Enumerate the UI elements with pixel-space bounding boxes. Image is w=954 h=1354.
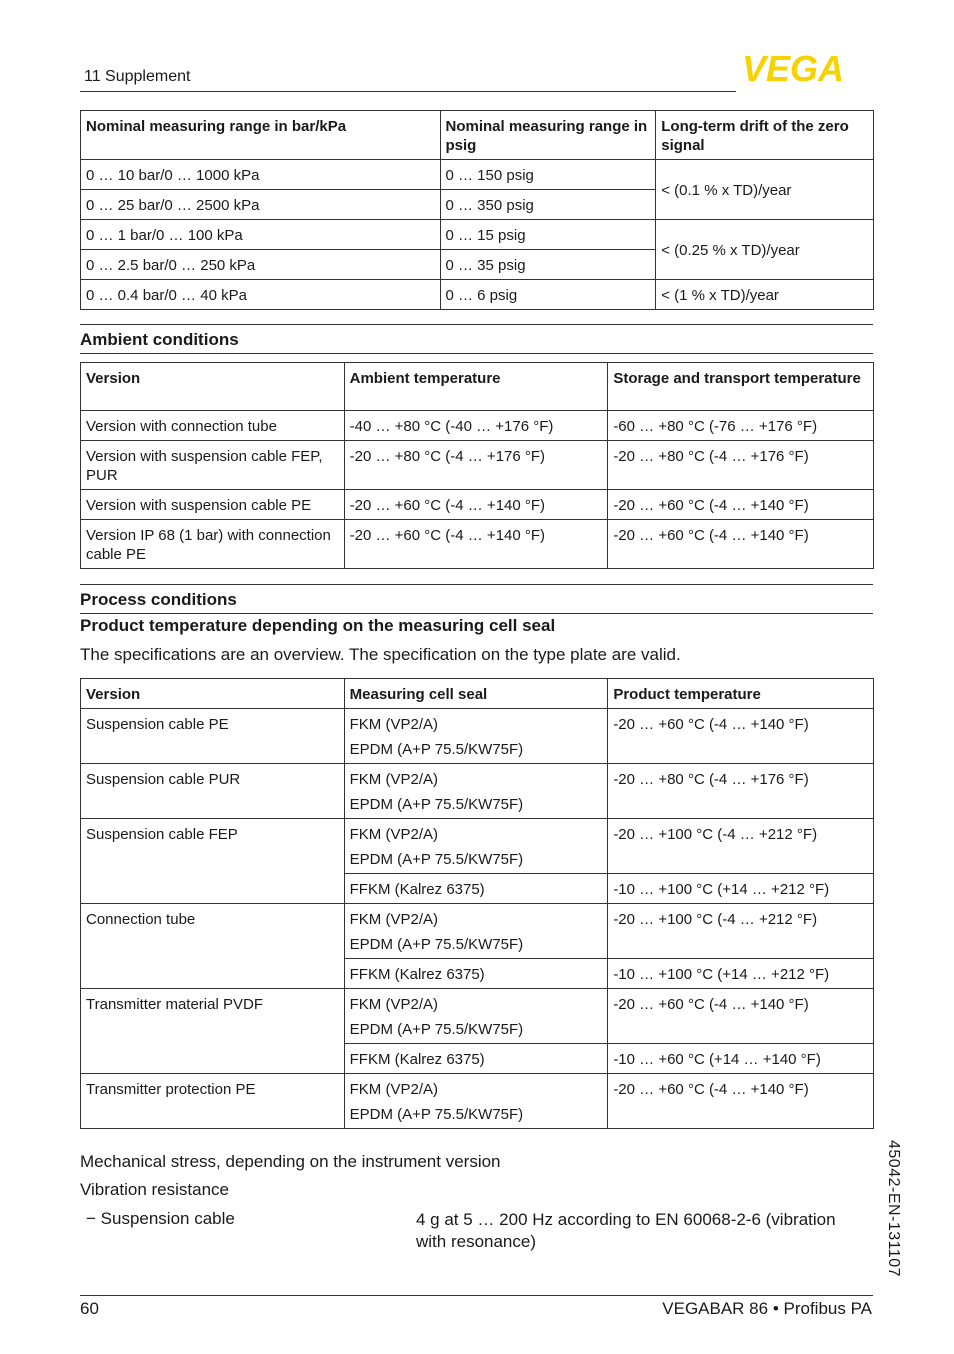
seal-epdm: EPDM (A+P 75.5/KW75F) [349, 796, 524, 813]
table-cell: -40 … +80 °C (-40 … +176 °F) [344, 411, 608, 441]
seal-fkm: FKM (VP2/A) [349, 911, 438, 928]
table-cell: Suspension cable PUR [81, 764, 345, 819]
drift-header-drift: Long-term drift of the zero signal [656, 111, 874, 160]
table-cell [344, 904, 608, 959]
table-cell: -10 … +60 °C (+14 … +140 °F) [608, 1044, 874, 1074]
drift-table [80, 110, 874, 310]
ambient-title: Ambient conditions [80, 324, 873, 354]
table-cell [344, 819, 608, 874]
table-cell: -10 … +100 °C (+14 … +212 °F) [608, 959, 874, 989]
table-cell: < (1 % x TD)/year [656, 280, 874, 310]
table-cell: Version with suspension cable FEP, PUR [81, 441, 345, 490]
seal-epdm: EPDM (A+P 75.5/KW75F) [349, 936, 524, 953]
process-note: The specifications are an overview. The specification on the type plate are valid. [80, 645, 681, 664]
table-cell: -20 … +100 °C (-4 … +212 °F) [608, 904, 874, 959]
suspension-cable-label: − Suspension cable [86, 1209, 235, 1228]
table-cell: 0 … 15 psig [440, 220, 656, 250]
table-cell [344, 764, 608, 819]
table-cell: 0 … 2.5 bar/0 … 250 kPa [81, 250, 441, 280]
table-cell [344, 1074, 608, 1129]
table-cell: -20 … +80 °C (-4 … +176 °F) [608, 764, 874, 819]
table-cell: Version with suspension cable PE [81, 490, 345, 520]
table-cell: Transmitter material PVDF [81, 989, 345, 1074]
table-cell: 0 … 150 psig [440, 160, 656, 190]
table-cell: 0 … 35 psig [440, 250, 656, 280]
table-cell: 0 … 350 psig [440, 190, 656, 220]
mechanical-intro: Mechanical stress, depending on the instrument version [80, 1152, 501, 1171]
table-cell: Transmitter protection PE [81, 1074, 345, 1129]
seal-fkm: FKM (VP2/A) [349, 716, 438, 733]
table-cell: -20 … +80 °C (-4 … +176 °F) [344, 441, 608, 490]
product-name: VEGABAR 86 • Profibus PA [662, 1299, 872, 1318]
logo-text: VEGA [742, 52, 845, 84]
table-cell: -10 … +100 °C (+14 … +212 °F) [608, 874, 874, 904]
page-number: 60 [80, 1299, 99, 1318]
table-cell: Suspension cable FEP [81, 819, 345, 904]
table-cell: -20 … +60 °C (-4 … +140 °F) [608, 709, 874, 764]
ambient-header-ambient: Ambient temperature [344, 363, 608, 411]
table-cell: FFKM (Kalrez 6375) [344, 959, 608, 989]
table-cell: -60 … +80 °C (-76 … +176 °F) [608, 411, 874, 441]
seal-fkm: FKM (VP2/A) [349, 826, 438, 843]
process-header-temp: Product temperature [608, 679, 874, 709]
table-cell: < (0.1 % x TD)/year [656, 160, 874, 220]
table-cell: Connection tube [81, 904, 345, 989]
table-cell: -20 … +60 °C (-4 … +140 °F) [344, 520, 608, 569]
ambient-table [80, 362, 874, 569]
table-cell: Suspension cable PE [81, 709, 345, 764]
table-cell [344, 989, 608, 1044]
process-header-version: Version [81, 679, 345, 709]
seal-fkm: FKM (VP2/A) [349, 996, 438, 1013]
header-rule [80, 91, 736, 92]
table-cell: -20 … +60 °C (-4 … +140 °F) [608, 520, 874, 569]
table-cell: 0 … 0.4 bar/0 … 40 kPa [81, 280, 441, 310]
seal-epdm: EPDM (A+P 75.5/KW75F) [349, 851, 524, 868]
seal-epdm: EPDM (A+P 75.5/KW75F) [349, 1106, 524, 1123]
seal-epdm: EPDM (A+P 75.5/KW75F) [349, 1021, 524, 1038]
seal-fkm: FKM (VP2/A) [349, 771, 438, 788]
table-cell: 0 … 10 bar/0 … 1000 kPa [81, 160, 441, 190]
table-cell: < (0.25 % x TD)/year [656, 220, 874, 280]
vibration-label: Vibration resistance [80, 1180, 229, 1199]
table-cell: FFKM (Kalrez 6375) [344, 1044, 608, 1074]
table-cell: -20 … +60 °C (-4 … +140 °F) [608, 1074, 874, 1129]
table-cell: Version with connection tube [81, 411, 345, 441]
table-cell: -20 … +100 °C (-4 … +212 °F) [608, 819, 874, 874]
seal-epdm: EPDM (A+P 75.5/KW75F) [349, 741, 524, 758]
table-cell: -20 … +60 °C (-4 … +140 °F) [608, 989, 874, 1044]
vega-logo [740, 52, 872, 84]
table-cell: FFKM (Kalrez 6375) [344, 874, 608, 904]
table-cell: 0 … 25 bar/0 … 2500 kPa [81, 190, 441, 220]
seal-fkm: FKM (VP2/A) [349, 1081, 438, 1098]
suspension-cable-value: 4 g at 5 … 200 Hz according to EN 60068-2-6 (vibration with resonance) [416, 1210, 836, 1251]
process-title: Process conditions [80, 584, 873, 614]
drift-header-psig: Nominal measuring range in psig [440, 111, 656, 160]
process-subtitle: Product temperature depending on the measuring cell seal [80, 616, 556, 635]
table-cell: -20 … +60 °C (-4 … +140 °F) [344, 490, 608, 520]
table-cell [344, 709, 608, 764]
table-cell: -20 … +60 °C (-4 … +140 °F) [608, 490, 874, 520]
ambient-header-version: Version [81, 363, 345, 411]
table-cell: 0 … 1 bar/0 … 100 kPa [81, 220, 441, 250]
section-header: 11 Supplement [84, 68, 191, 85]
process-header-seal: Measuring cell seal [344, 679, 608, 709]
table-cell: -20 … +80 °C (-4 … +176 °F) [608, 441, 874, 490]
table-cell: Version IP 68 (1 bar) with connection cable PE [81, 520, 345, 569]
ambient-header-storage: Storage and transport temperature [608, 363, 874, 411]
document-code: 45042-EN-131107 [885, 1140, 902, 1278]
process-table [80, 678, 874, 1129]
footer-rule [80, 1295, 873, 1296]
table-cell: 0 … 6 psig [440, 280, 656, 310]
drift-header-bar: Nominal measuring range in bar/kPa [81, 111, 441, 160]
